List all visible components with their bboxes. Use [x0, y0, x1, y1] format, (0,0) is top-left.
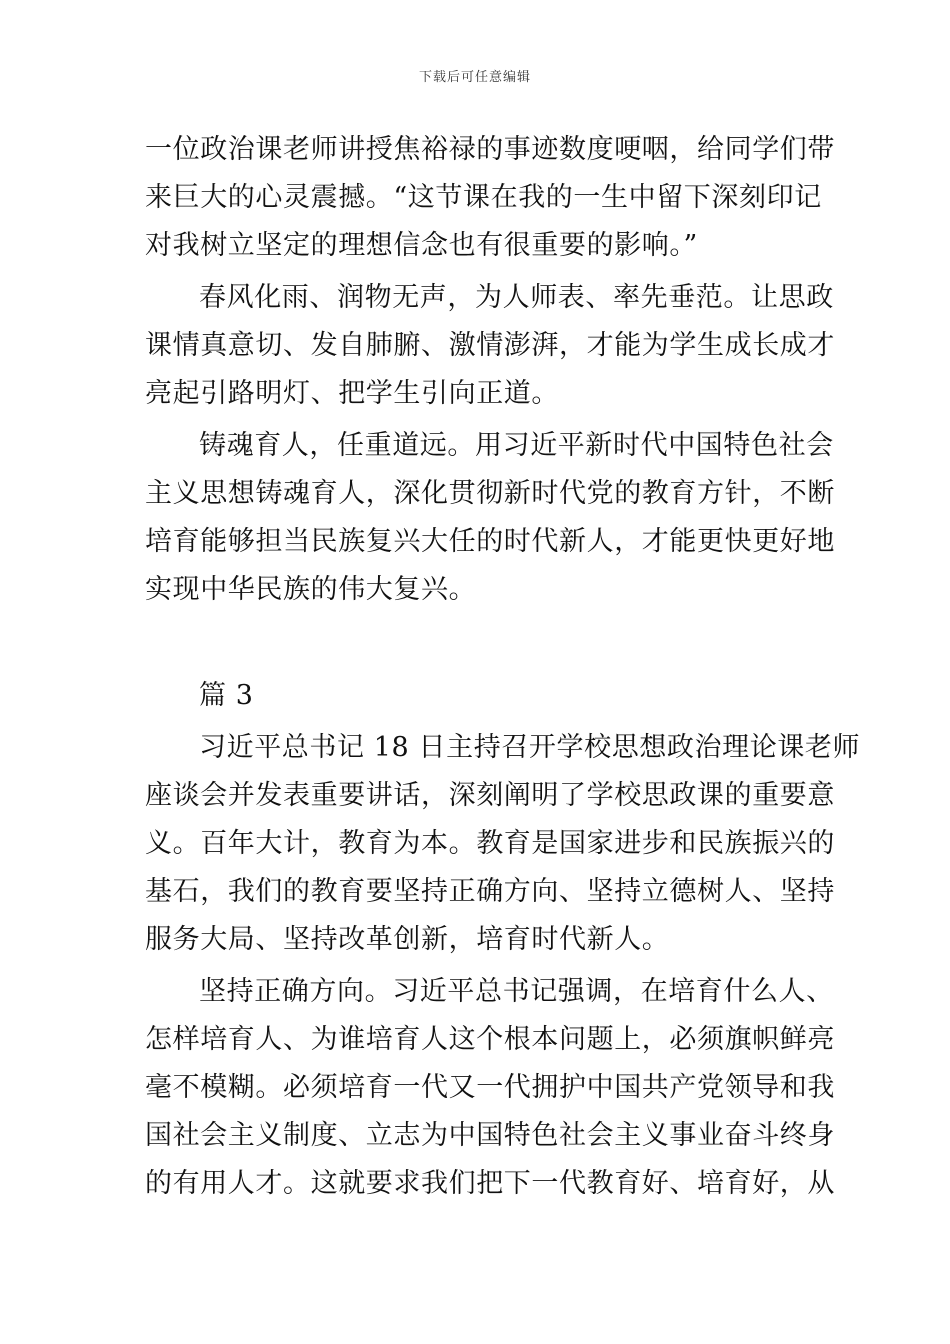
paragraph-first-line: 铸魂育人，任重道远。用习近平新时代中国特色社会 [199, 430, 834, 461]
text-line: 对我树立坚定的理想信念也有很重要的影响。” [145, 230, 698, 261]
text-line: 实现中华民族的伟大复兴。 [145, 574, 477, 605]
paragraph-first-line: 习近平总书记 18 日主持召开学校思想政治理论课老师 [199, 732, 861, 763]
text-line: 培育能够担当民族复兴大任的时代新人，才能更快更好地 [145, 526, 835, 557]
text-line: 毫不模糊。必须培育一代又一代拥护中国共产党领导和我 [145, 1072, 835, 1103]
text-line: 亮起引路明灯、把学生引向正道。 [145, 378, 559, 409]
paragraph-first-line: 春风化雨、润物无声，为人师表、率先垂范。让思政 [199, 282, 834, 313]
section-heading: 篇 3 [199, 680, 254, 711]
text-line: 座谈会并发表重要讲话，深刻阐明了学校思政课的重要意 [145, 780, 835, 811]
text-line: 来巨大的心灵震撼。“这节课在我的一生中留下深刻印记 [145, 182, 822, 213]
text-line: 一位政治课老师讲授焦裕禄的事迹数度哽咽，给同学们带 [145, 134, 835, 165]
text-line: 主义思想铸魂育人，深化贯彻新时代党的教育方针，不断 [145, 478, 835, 509]
text-line: 课情真意切、发自肺腑、激情澎湃，才能为学生成长成才 [145, 330, 835, 361]
text-line: 怎样培育人、为谁培育人这个根本问题上，必须旗帜鲜亮 [145, 1024, 835, 1055]
text-line: 服务大局、坚持改革创新，培育时代新人。 [145, 924, 670, 955]
text-line: 基石，我们的教育要坚持正确方向、坚持立德树人、坚持 [145, 876, 835, 907]
header-note: 下载后可任意编辑 [418, 70, 531, 85]
paragraph-first-line: 坚持正确方向。习近平总书记强调，在培育什么人、 [199, 976, 834, 1007]
text-line: 义。百年大计，教育为本。教育是国家进步和民族振兴的 [145, 828, 835, 859]
text-line: 国社会主义制度、立志为中国特色社会主义事业奋斗终身 [145, 1120, 835, 1151]
text-line: 的有用人才。这就要求我们把下一代教育好、培育好，从 [145, 1168, 835, 1199]
